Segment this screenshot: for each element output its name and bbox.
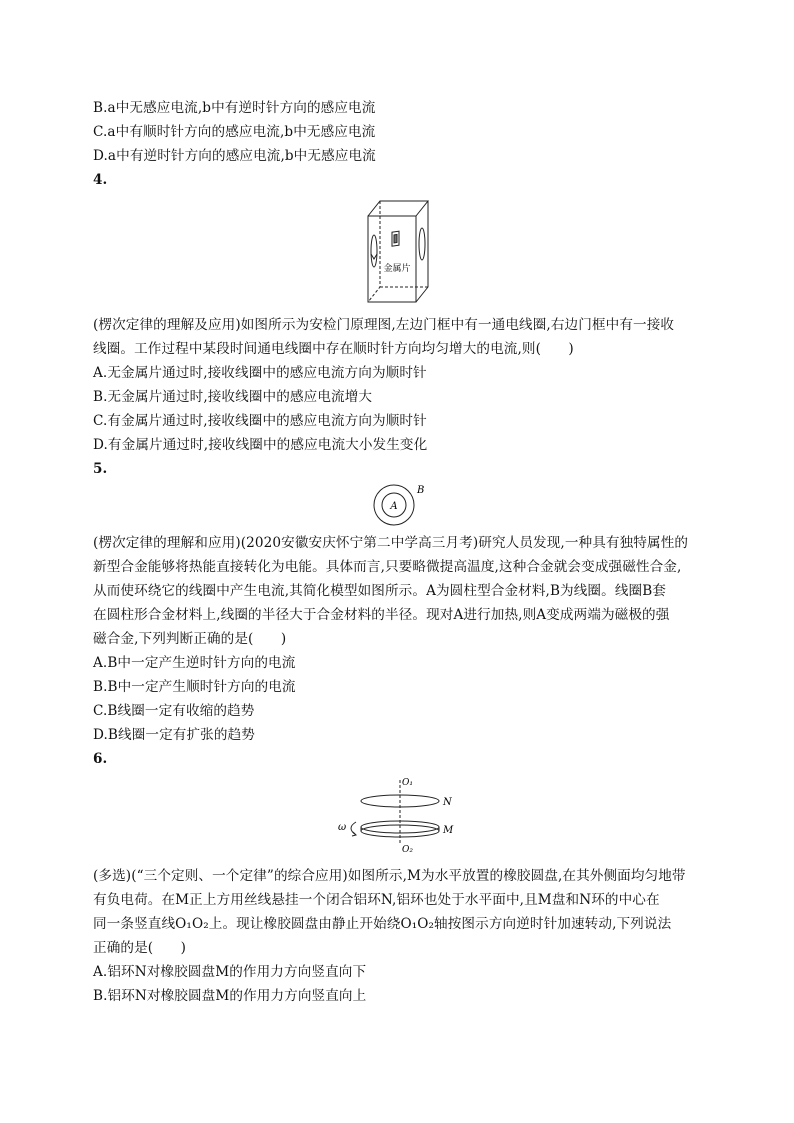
q5-stem-line-1: (楞次定律的理解和应用)(2020安徽安庆怀宁第二中学高三月考)研究人员发现,一种具有独特属性的	[93, 535, 689, 551]
q3-option-c: C.a中有顺时针方向的感应电流,b中无感应电流	[93, 124, 376, 140]
q5-number: 5.	[93, 461, 108, 477]
q4-number: 4.	[93, 172, 108, 188]
q5-coil-figure	[372, 482, 424, 528]
q4-option-a: A.无金属片通过时,接收线圈中的感应电流方向为顺时针	[93, 365, 427, 381]
q6-stem-line-1: (多选)(“三个定则、一个定律”的综合应用)如图所示,M为水平放置的橡胶圆盘,在其外侧面均匀地带	[93, 868, 686, 884]
q6-label-n: N	[443, 797, 452, 808]
q6-stem-line-4: 正确的是( )	[93, 940, 186, 956]
q5-label-b: B	[417, 485, 424, 496]
q6-option-b: B.铝环N对橡胶圆盘M的作用力方向竖直向上	[93, 988, 367, 1004]
q4-option-b: B.无金属片通过时,接收线圈中的感应电流增大	[93, 389, 373, 405]
q6-stem-line-3: 同一条竖直线O₁O₂上。现让橡胶圆盘由静止开始绕O₁O₂轴按图示方向逆时针加速转动,下列说法	[93, 916, 672, 932]
q6-stem-line-2: 有负电荷。在M正上方用丝线悬挂一个闭合铝环N,铝环也处于水平面中,且M盘和N环的中心在	[93, 892, 660, 908]
q5-stem-line-4: 在圆柱形合金材料上,线圈的半径大于合金材料的半径。现对A进行加热,则A变成两端为磁极的强	[93, 607, 670, 623]
q4-stem-line-2: 线圈。工作过程中某段时间通电线圈中存在顺时针方向均匀增大的电流,则( )	[93, 341, 574, 357]
q5-stem-line-2: 新型合金能够将热能直接转化为电能。具体而言,只要略微提高温度,这种合金就会变成强磁性合金,	[93, 559, 682, 575]
q4-option-d: D.有金属片通过时,接收线圈中的感应电流大小发生变化	[93, 437, 428, 453]
q6-label-m: M	[443, 825, 454, 836]
q6-option-a: A.铝环N对橡胶圆盘M的作用力方向竖直向下	[93, 964, 367, 980]
q5-option-a: A.B中一定产生逆时针方向的电流	[93, 655, 296, 671]
q6-number: 6.	[93, 751, 108, 767]
q5-stem-line-3: 从而使环绕它的线圈中产生电流,其简化模型如图所示。A为圆柱型合金材料,B为线圈。线圈B套	[93, 583, 666, 599]
q4-stem-line-1: (楞次定律的理解及应用)如图所示为安检门原理图,左边门框中有一通电线圈,右边门框中有一接收	[93, 317, 675, 333]
q6-disk-ring-figure	[336, 772, 460, 852]
q5-label-a: A	[390, 501, 398, 512]
q6-label-omega: ω	[338, 822, 347, 833]
q5-option-c: C.B线圈一定有收缩的趋势	[93, 703, 255, 719]
q5-option-b: B.B中一定产生顺时针方向的电流	[93, 679, 296, 695]
q6-label-o1: O₁	[402, 778, 413, 788]
q4-figure-label: 金属片	[383, 264, 411, 274]
q5-option-d: D.B线圈一定有扩张的趋势	[93, 727, 255, 743]
q4-security-gate-figure	[365, 196, 433, 306]
q3-option-b: B.a中无感应电流,b中有逆时针方向的感应电流	[93, 100, 376, 116]
q5-stem-line-5: 磁合金,下列判断正确的是( )	[93, 631, 287, 647]
q6-label-o2: O₂	[402, 845, 413, 852]
q3-option-d: D.a中有逆时针方向的感应电流,b中无感应电流	[93, 148, 376, 164]
q4-option-c: C.有金属片通过时,接收线圈中的感应电流方向为顺时针	[93, 413, 427, 429]
